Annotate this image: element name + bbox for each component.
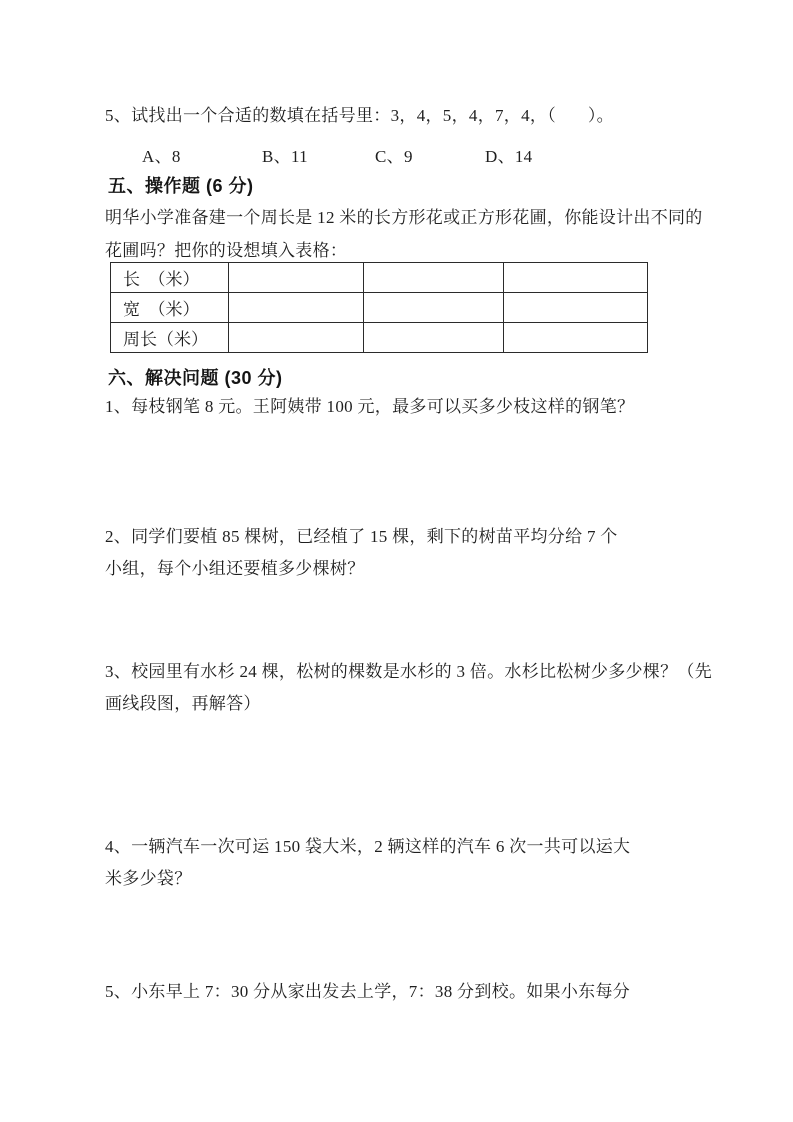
row-perimeter-label: 周长（米） bbox=[111, 323, 229, 353]
section-five-intro-line1: 明华小学准备建一个周长是 12 米的长方形花或正方形花圃，你能设计出不同的 bbox=[105, 208, 703, 227]
problem-2-line1: 2、同学们要植 85 棵树，已经植了 15 棵，剩下的树苗平均分给 7 个 bbox=[105, 527, 618, 546]
section-five-intro-line2: 花圃吗？把你的设想填入表格： bbox=[105, 241, 348, 260]
row-width-cell-1 bbox=[229, 293, 364, 323]
table-row-width bbox=[111, 293, 648, 323]
choice-option-a: A、8 bbox=[142, 147, 181, 166]
choice-option-c: C、9 bbox=[375, 147, 413, 166]
problem-4-line1: 4、一辆汽车一次可运 150 袋大米，2 辆这样的汽车 6 次一共可以运大 bbox=[105, 837, 631, 856]
row-length-label: 长 （米） bbox=[111, 263, 229, 293]
table-row-length bbox=[111, 263, 648, 293]
row-length-cell-2 bbox=[364, 263, 504, 293]
choice-option-b: B、11 bbox=[262, 147, 308, 166]
problem-5-line1: 5、小东早上 7：30 分从家出发去上学，7：38 分到校。如果小东每分 bbox=[105, 982, 631, 1001]
problem-3-line2: 画线段图，再解答） bbox=[105, 694, 261, 713]
row-width-cell-2 bbox=[364, 293, 504, 323]
problem-2-line2: 小组，每个小组还要植多少棵树？ bbox=[105, 559, 365, 578]
problem-3-line1: 3、校园里有水杉 24 棵，松树的棵数是水杉的 3 倍。水杉比松树少多少棵？（先 bbox=[105, 662, 712, 681]
row-perimeter-cell-1 bbox=[229, 323, 364, 353]
row-width-label: 宽 （米） bbox=[111, 293, 229, 323]
table-row-perimeter bbox=[111, 323, 648, 353]
choice-option-d: D、14 bbox=[485, 147, 533, 166]
row-width-cell-3 bbox=[504, 293, 648, 323]
problem-1-line1: 1、每枝钢笔 8 元。王阿姨带 100 元，最多可以买多少枝这样的钢笔？ bbox=[105, 397, 635, 416]
row-length-cell-1 bbox=[229, 263, 364, 293]
problem-4-line2: 米多少袋？ bbox=[105, 869, 192, 888]
section-five-title: 五、操作题 (6 分) bbox=[108, 176, 254, 196]
section-six-title: 六、解决问题 (30 分) bbox=[108, 368, 283, 388]
row-length-cell-3 bbox=[504, 263, 648, 293]
design-table bbox=[110, 262, 648, 353]
row-perimeter-cell-2 bbox=[364, 323, 504, 353]
row-perimeter-cell-3 bbox=[504, 323, 648, 353]
choice-question-text: 5、试找出一个合适的数填在括号里：3，4，5，4，7，4，（ ）。 bbox=[105, 106, 614, 125]
